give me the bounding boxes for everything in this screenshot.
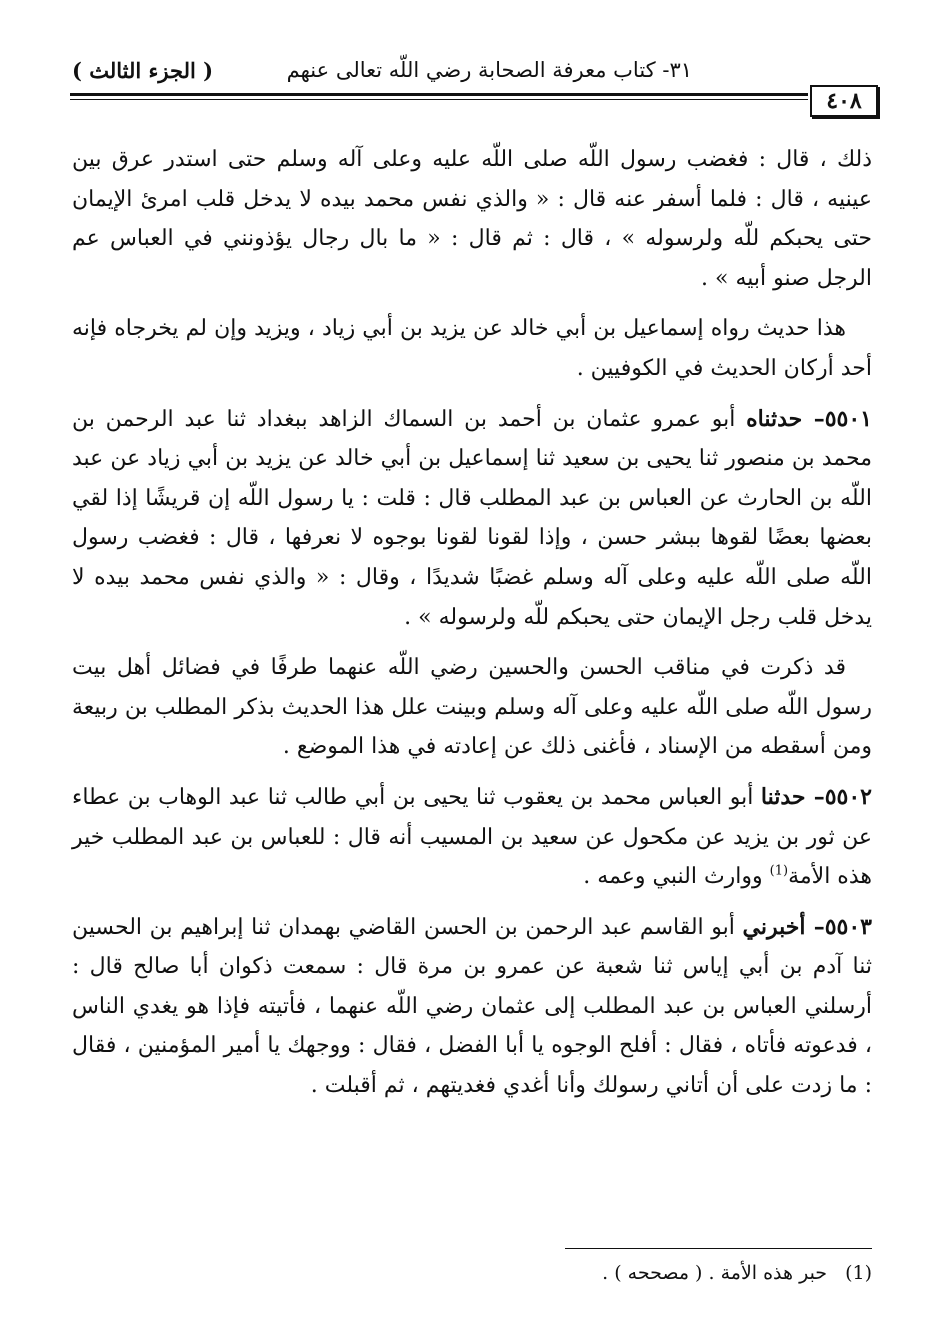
hadith-lead-word: أخبرني bbox=[742, 913, 806, 940]
paragraph-text: أبو العباس محمد بن يعقوب ثنا يحيى بن أبي طالب ثنا عبد الوهاب بن عطاء عن ثور بن يزيد عن مكحول عن سعيد بن المسيب أنه قال : للعباس بن عبد المطلب خير هذه الأمة bbox=[72, 784, 872, 890]
hadith-number: ٥٥٠١ bbox=[824, 405, 872, 432]
hadith-5501 bbox=[72, 400, 872, 638]
hadith-number: ٥٥٠٢ bbox=[824, 783, 872, 810]
header-rule-thick bbox=[70, 93, 808, 96]
page-number: ٤٠٨ bbox=[810, 85, 878, 117]
paragraph-commentary bbox=[72, 648, 872, 767]
hadith-dash: – bbox=[805, 783, 825, 810]
footnote bbox=[602, 1262, 872, 1284]
footnote-reference[interactable]: (1) bbox=[769, 863, 789, 879]
paragraph-text: أبو القاسم عبد الرحمن بن الحسن القاضي بهمدان ثنا إبراهيم بن الحسين ثنا آدم بن أبي إياس ثنا شعبة عن عمرو بن مرة قال : سمعت ذكوان أبا صالح قال : أرسلني العباس بن عبد المطلب إلى عثمان رضي اللّه عنهما ، فأتيته فإذا هو يغدي الناس ، فدعوته فأتاه ، فقال : أفلح الوجوه يا أبا الفضل ، فقال : ووجهك يا أمير المؤمنين ، فقال : ما زدت على أن أتاني رسولك وأنا أغدي فغديتهم ، ثم أقبلت . bbox=[72, 914, 872, 1099]
hadith-5502 bbox=[72, 778, 872, 897]
main-text bbox=[72, 140, 872, 1117]
paragraph-continuation bbox=[72, 140, 872, 298]
running-title: ٣١- كتاب معرفة الصحابة رضي اللّه تعالى عنهم bbox=[286, 58, 692, 82]
page-header bbox=[70, 58, 878, 118]
volume-label: ( الجزء الثالث ) bbox=[72, 58, 214, 83]
hadith-dash: – bbox=[805, 913, 825, 940]
footnote-number: (1) bbox=[845, 1262, 872, 1284]
header-rule-thin bbox=[70, 99, 808, 100]
hadith-dash: – bbox=[802, 405, 825, 432]
hadith-number: ٥٥٠٣ bbox=[824, 913, 872, 940]
paragraph-text-after: ووارث النبي وعمه . bbox=[583, 864, 770, 890]
paragraph-text: هذا حديث رواه إسماعيل بن أبي خالد عن يزيد بن أبي زياد ، ويزيد وإن لم يخرجاه فإنه أحد أركان الحديث في الكوفيين . bbox=[72, 316, 872, 381]
footnote-text: حبر هذه الأمة . ( مصححه ) . bbox=[602, 1262, 828, 1284]
hadith-lead-word: حدثناه bbox=[746, 405, 803, 432]
footnote-divider bbox=[565, 1248, 872, 1249]
hadith-5503 bbox=[72, 908, 872, 1106]
paragraph-text: أبو عمرو عثمان بن أحمد بن السماك الزاهد ببغداد ثنا عبد الرحمن بن محمد بن منصور ثنا يحيى بن سعيد ثنا إسماعيل بن أبي خالد عن يزيد بن أبي زياد عن عبد اللّه بن الحارث عن العباس بن عبد المطلب قال : قلت : يا رسول اللّه إن قريشًا إذا لقي بعضها بعضًا لقوها ببشر حسن ، وإذا لقونا لقونا بوجوه لا نعرفها ، قال : فغضب رسول اللّه صلى اللّه عليه وعلى آله وسلم غضبًا شديدًا ، وقال : « والذي نفس محمد بيده لا يدخل قلب رجل الإيمان حتى يحبكم للّه ولرسوله » . bbox=[72, 406, 872, 630]
paragraph-text: قد ذكرت في مناقب الحسن والحسين رضي اللّه عنهما طرفًا في فضائل أهل بيت رسول اللّه صلى اللّه عليه وعلى آله وسلم وبينت علل هذا الحديث بذكر المطلب بن ربيعة ومن أسقطه من الإسناد ، فأغنى ذلك عن إعادته في هذا الموضع . bbox=[72, 655, 872, 760]
paragraph-text: ذلك ، قال : فغضب رسول اللّه صلى اللّه عليه وعلى آله وسلم حتى استدر عرق بين عينيه ، قال : فلما أسفر عنه قال : « والذي نفس محمد بيده لا يدخل قلب امرئ الإيمان حتى يحبكم للّه ولرسوله » ، قال : ثم قال : « ما بال رجال يؤذونني في العباس عم الرجل صنو أبيه » . bbox=[72, 147, 872, 291]
paragraph-commentary bbox=[72, 309, 872, 388]
hadith-lead-word: حدثنا bbox=[760, 783, 806, 810]
